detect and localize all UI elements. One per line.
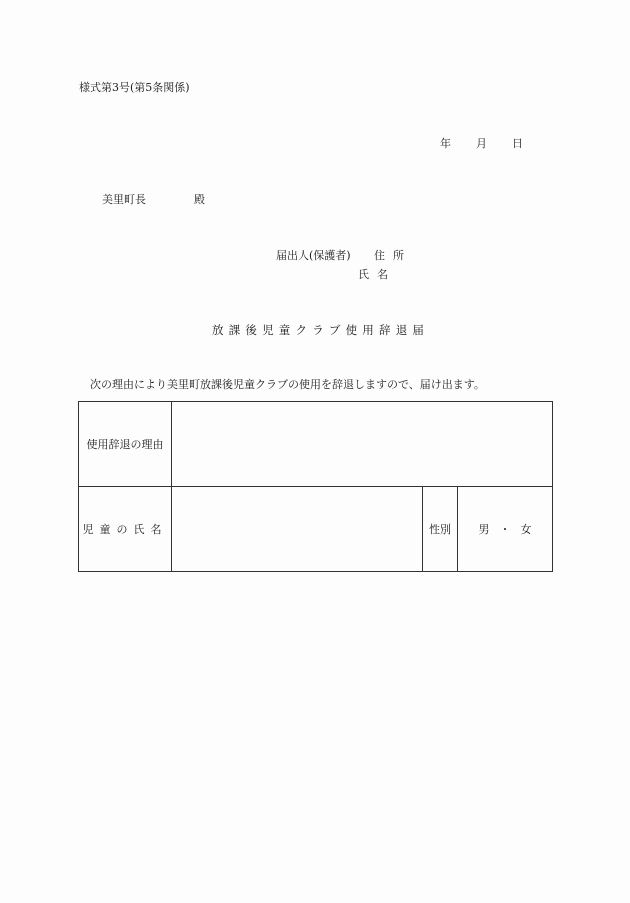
gender-options <box>458 487 553 572</box>
date-month-label: 月 <box>476 137 487 150</box>
gender-male-option[interactable]: 男 <box>478 523 490 536</box>
reason-field[interactable] <box>172 402 553 487</box>
addressee: 美里町長 <box>102 193 146 206</box>
date-day-label: 日 <box>512 137 523 150</box>
gender-header: 性別 <box>423 487 458 572</box>
applicant-address-label: 住所 <box>374 249 412 262</box>
date-year-label: 年 <box>440 137 451 150</box>
applicant-label: 届出人(保護者) <box>276 249 351 262</box>
reason-row <box>79 402 553 487</box>
gender-separator: ・ <box>499 523 511 536</box>
form-number: 様式第3号(第5条関係) <box>79 81 190 94</box>
applicant-name-label: 氏名 <box>358 268 396 281</box>
gender-female-option[interactable]: 女 <box>520 523 532 536</box>
reason-header: 使用辞退の理由 <box>79 402 172 487</box>
withdrawal-form-table <box>78 401 553 572</box>
intro-text: 次の理由により美里町放課後児童クラブの使用を辞退しますので、届け出ます。 <box>90 378 485 391</box>
child-name-header-text: 児童の氏名 <box>82 523 168 536</box>
honorific: 殿 <box>194 193 205 206</box>
child-name-header <box>79 487 172 572</box>
child-name-field[interactable] <box>172 487 423 572</box>
child-row <box>79 487 553 572</box>
document-title: 放課後児童クラブ使用辞退届 <box>212 323 430 337</box>
